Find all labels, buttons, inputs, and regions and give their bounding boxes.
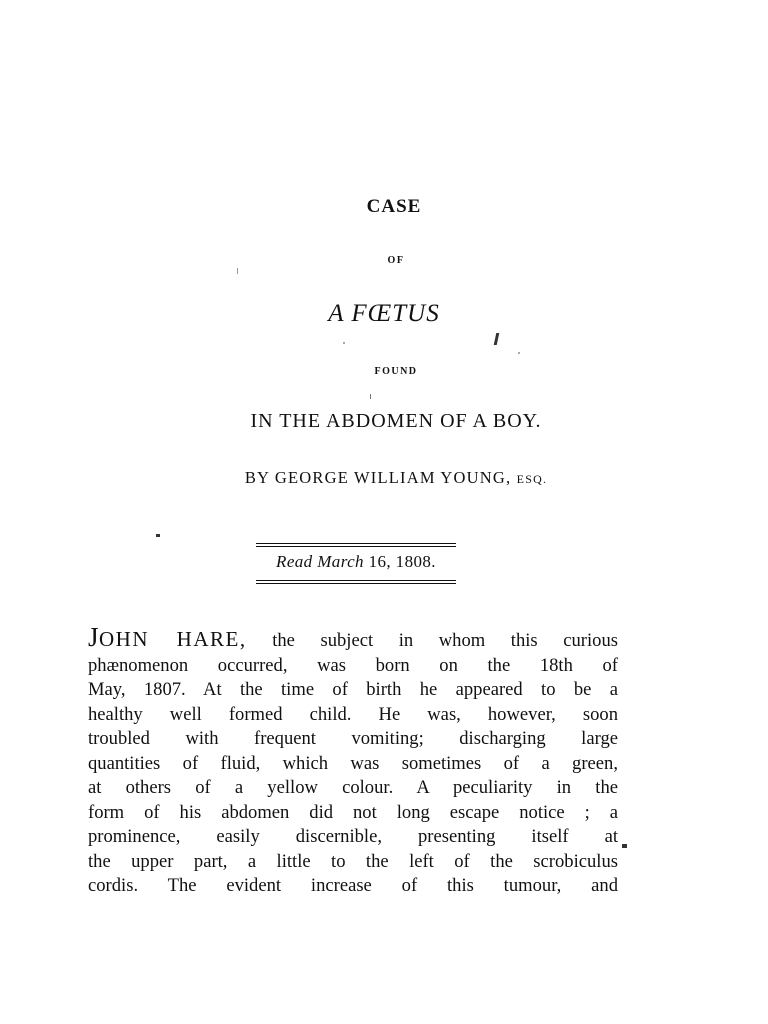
byline-name: GEORGE WILLIAM YOUNG, [274,468,512,487]
body-paragraph [88,622,618,899]
scan-speck [343,342,345,344]
scan-speck [237,268,238,274]
heading-case: CASE [366,196,422,217]
scan-speck [622,844,627,848]
body-line: quantities of fluid, which was sometimes of a green, [88,752,618,774]
body-line: prominence, easily discernible, presenting itself at [88,826,618,847]
heading-abdomen: IN THE ABDOMEN OF A BOY. [250,410,542,432]
rule-top-2 [256,546,456,547]
body-line: at others of a yellow colour. A peculiarity in the [88,777,618,798]
read-date [256,552,456,572]
body-line: phænomenon occurred, was born on the 18th of [88,654,618,676]
drop-cap: J [88,622,100,652]
scan-speck [370,394,371,399]
byline-by: BY [244,468,270,487]
rule-top-1 [256,543,456,544]
body-line: troubled with frequent vomiting; discharging large [88,728,618,749]
body-line: healthy well formed child. He was, however, soon [88,703,618,725]
heading-found: FOUND [374,366,418,377]
scan-speck [518,352,520,354]
author-byline [0,468,768,488]
scan-speck [156,534,160,537]
body-line: the subject in whom this curious [272,630,618,651]
lead-name: OHN HARE, [99,627,247,651]
body-line-first [88,622,618,654]
rule-bottom-1 [256,580,456,581]
byline-esq: ESQ. [516,472,548,486]
read-label: Read March [276,552,364,571]
heading-of: OF [387,255,405,266]
body-line: cordis. The evident increase of this tumour, and [88,875,618,896]
heading-foetus: A FŒTUS [328,300,440,327]
scan-speck [494,333,500,345]
read-date-value: 16, 1808. [368,552,436,571]
body-line: the upper part, a little to the left of the scrobiculus [88,850,618,872]
read-date-block [256,540,456,590]
rule-bottom-2 [256,583,456,584]
body-line: form of his abdomen did not long escape notice ; a [88,801,618,823]
body-line: May, 1807. At the time of birth he appeared to be a [88,679,618,700]
